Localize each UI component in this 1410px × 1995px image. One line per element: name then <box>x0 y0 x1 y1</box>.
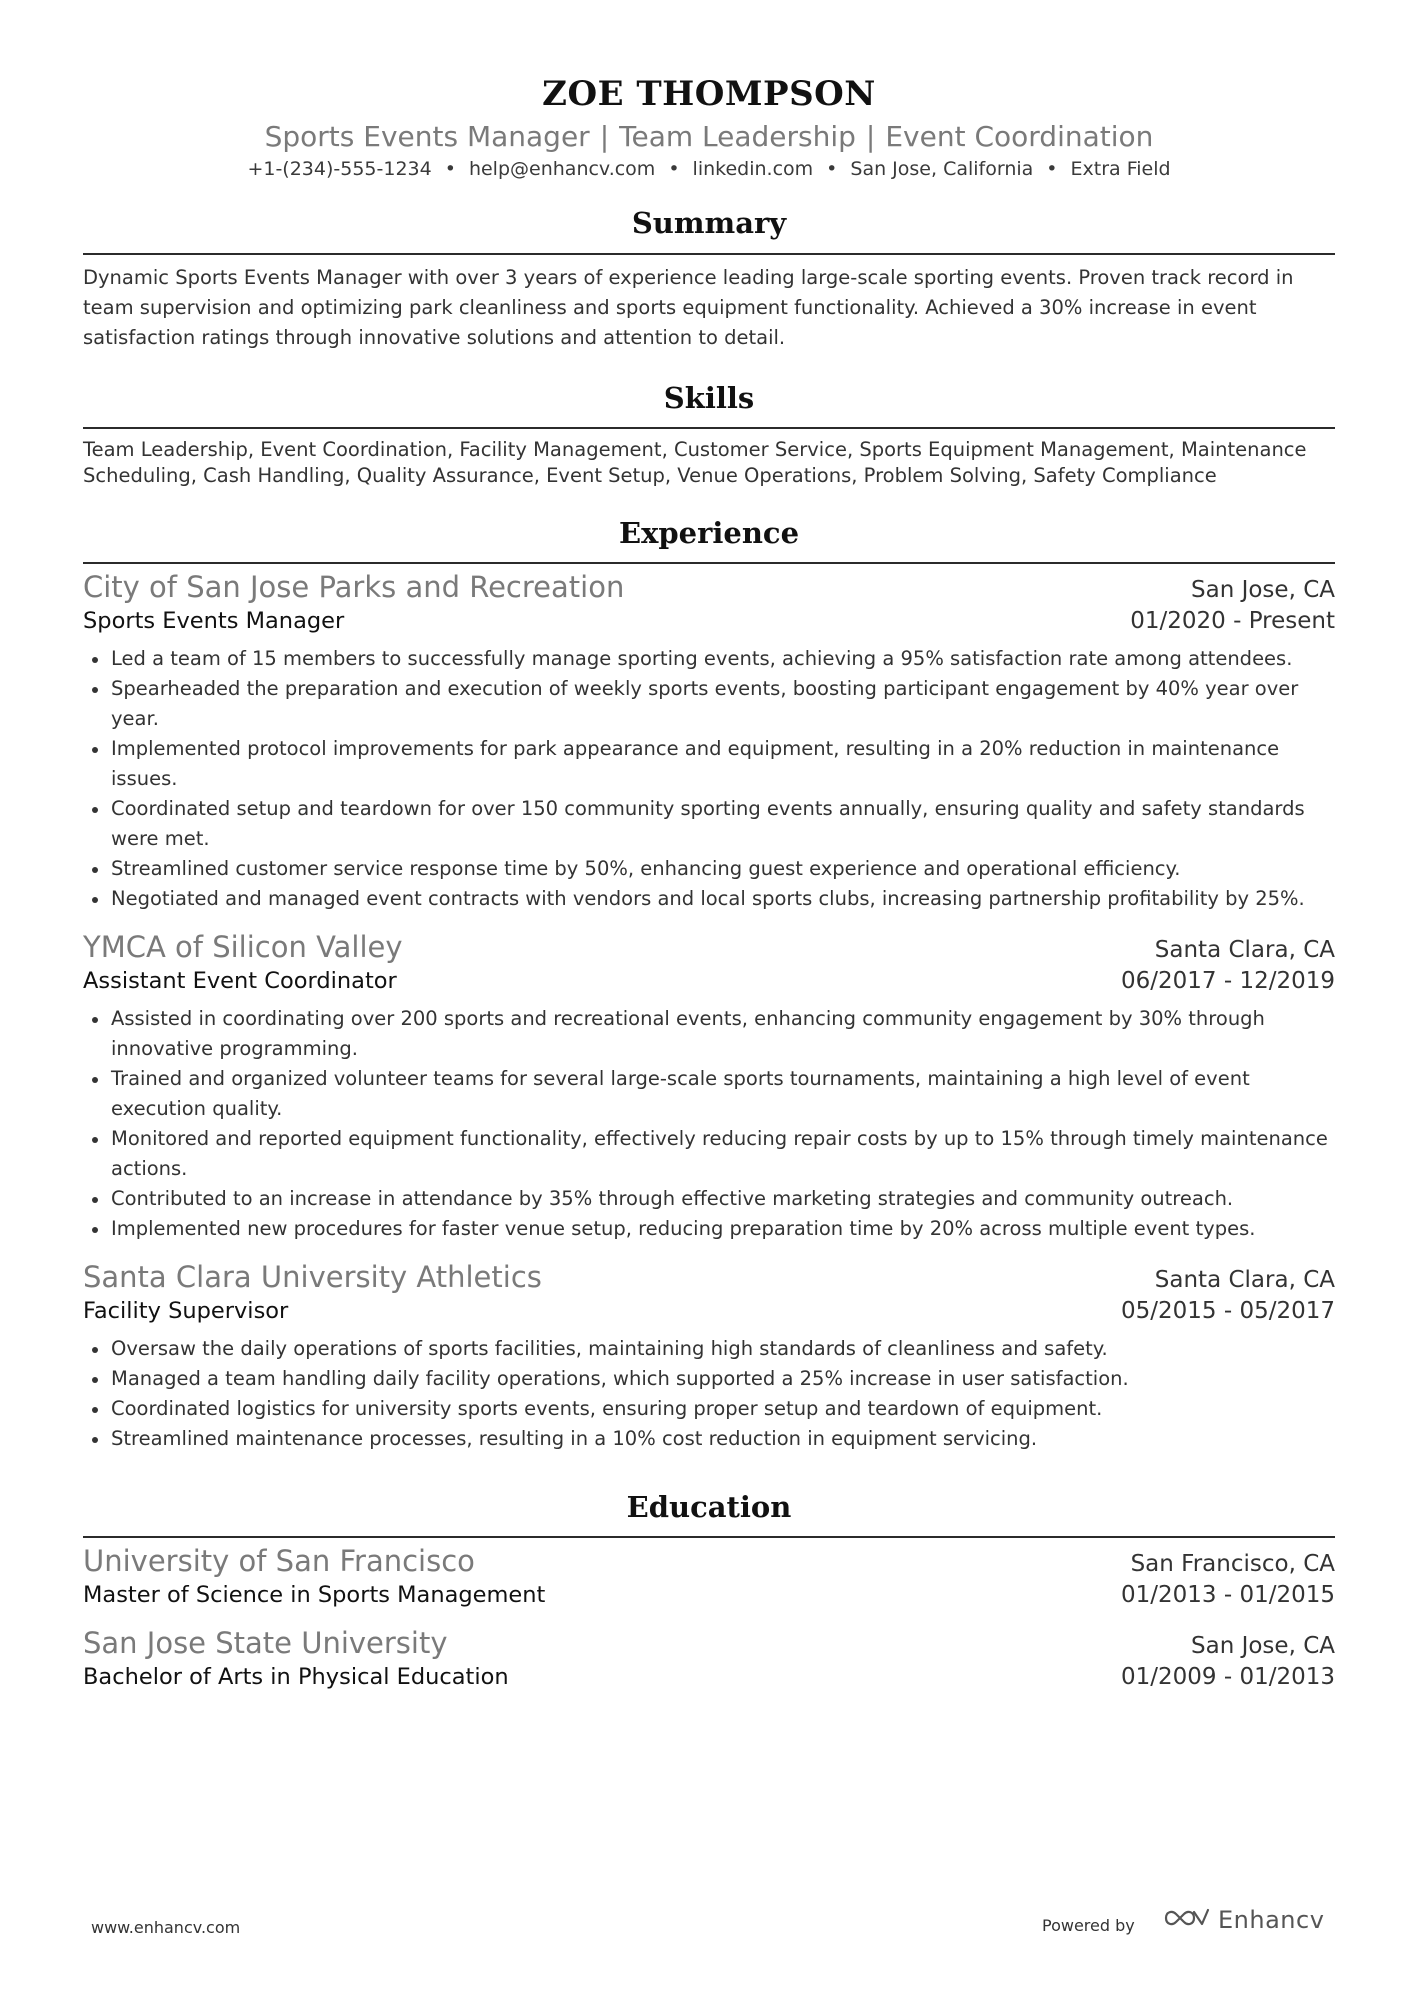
job-dates: 01/2020 - Present <box>1130 608 1335 634</box>
education-dates: 01/2009 - 01/2013 <box>1120 1664 1335 1690</box>
job-location: San Jose, CA <box>1191 577 1335 603</box>
job-title: Sports Events Manager <box>83 608 345 634</box>
employer: YMCA of Silicon Valley <box>83 930 403 964</box>
brand-name: Enhancv <box>1218 1906 1325 1934</box>
headline-item: Event Coordination <box>885 120 1154 153</box>
section-title-skills: Skills <box>663 381 755 415</box>
achievement-list <box>83 1004 1335 1244</box>
headline-item: Team Leadership <box>619 120 856 153</box>
achievement-item: Assisted in coordinating over 200 sports and recreational events, enhancing community engagement by 30% through innovative programming. <box>83 1004 1335 1064</box>
employer: Santa Clara University Athletics <box>83 1260 542 1294</box>
achievement-item: Monitored and reported equipment functionality, effectively reducing repair costs by up to 15% through timely maintenance actions. <box>83 1124 1335 1184</box>
job-location: Santa Clara, CA <box>1154 937 1335 963</box>
achievement-item: Implemented protocol improvements for park appearance and equipment, resulting in a 20% reduction in maintenance issues. <box>83 734 1335 794</box>
candidate-name: ZOE THOMPSON <box>542 74 876 114</box>
achievement-item: Contributed to an increase in attendance by 35% through effective marketing strategies and community outreach. <box>83 1184 1335 1214</box>
contact-separator: • <box>826 158 838 180</box>
achievement-item: Trained and organized volunteer teams for several large-scale sports tournaments, maintaining a high level of event execution quality. <box>83 1064 1335 1124</box>
section-title-summary: Summary <box>631 206 787 240</box>
experience-entry <box>83 930 1335 1244</box>
school-location: San Francisco, CA <box>1130 1551 1335 1577</box>
skills-text: Team Leadership, Event Coordination, Facility Management, Customer Service, Sports Equipment Management, Maintenance Scheduling, Cash Handling, Quality Assurance, Event Setup, Venue Operations, Problem Solving, Safety Compliance <box>83 438 1307 487</box>
enhancv-logo-icon <box>1162 1906 1210 1934</box>
extra-field: Extra Field <box>1070 158 1171 180</box>
achievement-item: Streamlined customer service response time by 50%, enhancing guest experience and operational efficiency. <box>83 854 1335 884</box>
contact-separator: • <box>668 158 680 180</box>
summary-text: Dynamic Sports Events Manager with over 3 years of experience leading large-scale sporting events. Proven track record in team supervision and optimizing park cleanliness and sports equipment functionality. Achieved a 30% increase in event satisfaction ratings through innovative solutions and attention to detail. <box>83 266 1294 349</box>
headline-separator: | <box>865 120 876 153</box>
job-dates: 06/2017 - 12/2019 <box>1120 968 1335 994</box>
school: San Jose State University <box>83 1626 448 1660</box>
location: San Jose, California <box>850 158 1034 180</box>
section-title-education: Education <box>626 1490 792 1524</box>
linkedin-link[interactable]: linkedin.com <box>692 158 814 180</box>
education-entry <box>83 1544 1335 1618</box>
employer: City of San Jose Parks and Recreation <box>83 570 625 604</box>
job-title: Assistant Event Coordinator <box>83 968 397 994</box>
section-divider <box>83 427 1335 429</box>
achievement-item: Managed a team handling daily facility operations, which supported a 25% increase in user satisfaction. <box>83 1364 1335 1394</box>
job-location: Santa Clara, CA <box>1154 1267 1335 1293</box>
headline <box>83 120 1335 153</box>
achievement-item: Led a team of 15 members to successfully manage sporting events, achieving a 95% satisfaction rate among attendees. <box>83 644 1335 674</box>
job-dates: 05/2015 - 05/2017 <box>1120 1298 1335 1324</box>
job-title: Facility Supervisor <box>83 1298 289 1324</box>
phone[interactable]: +1-(234)-555-1234 <box>247 158 432 180</box>
footer-website-link[interactable]: www.enhancv.com <box>91 1918 241 1937</box>
contact-separator: • <box>1046 158 1058 180</box>
achievement-item: Negotiated and managed event contracts with vendors and local sports clubs, increasing partnership profitability by 25%. <box>83 884 1335 914</box>
section-divider <box>83 253 1335 255</box>
section-title-experience: Experience <box>618 516 800 550</box>
achievement-item: Oversaw the daily operations of sports facilities, maintaining high standards of cleanliness and safety. <box>83 1334 1335 1364</box>
achievement-item: Streamlined maintenance processes, resulting in a 10% cost reduction in equipment servicing. <box>83 1424 1335 1454</box>
enhancv-brand[interactable] <box>1162 1906 1324 1934</box>
education-dates: 01/2013 - 01/2015 <box>1120 1582 1335 1608</box>
headline-separator: | <box>599 120 610 153</box>
school-location: San Jose, CA <box>1191 1633 1335 1659</box>
contact-separator: • <box>444 158 456 180</box>
achievement-list <box>83 644 1335 914</box>
achievement-list <box>83 1334 1335 1454</box>
contact-line <box>83 158 1335 180</box>
experience-entry <box>83 1260 1335 1454</box>
achievement-item: Coordinated setup and teardown for over 150 community sporting events annually, ensuring quality and safety standards were met. <box>83 794 1335 854</box>
section-divider <box>83 1536 1335 1538</box>
section-divider <box>83 562 1335 564</box>
degree: Master of Science in Sports Management <box>83 1582 546 1608</box>
achievement-item: Coordinated logistics for university sports events, ensuring proper setup and teardown of equipment. <box>83 1394 1335 1424</box>
headline-item: Sports Events Manager <box>264 120 590 153</box>
powered-by-label: Powered by <box>1042 1916 1135 1935</box>
email-link[interactable]: help@enhancv.com <box>468 158 656 180</box>
degree: Bachelor of Arts in Physical Education <box>83 1664 509 1690</box>
achievement-item: Spearheaded the preparation and execution of weekly sports events, boosting participant engagement by 40% year over year. <box>83 674 1335 734</box>
achievement-item: Implemented new procedures for faster venue setup, reducing preparation time by 20% across multiple event types. <box>83 1214 1335 1244</box>
school: University of San Francisco <box>83 1544 475 1578</box>
experience-entry <box>83 570 1335 914</box>
education-entry <box>83 1626 1335 1700</box>
